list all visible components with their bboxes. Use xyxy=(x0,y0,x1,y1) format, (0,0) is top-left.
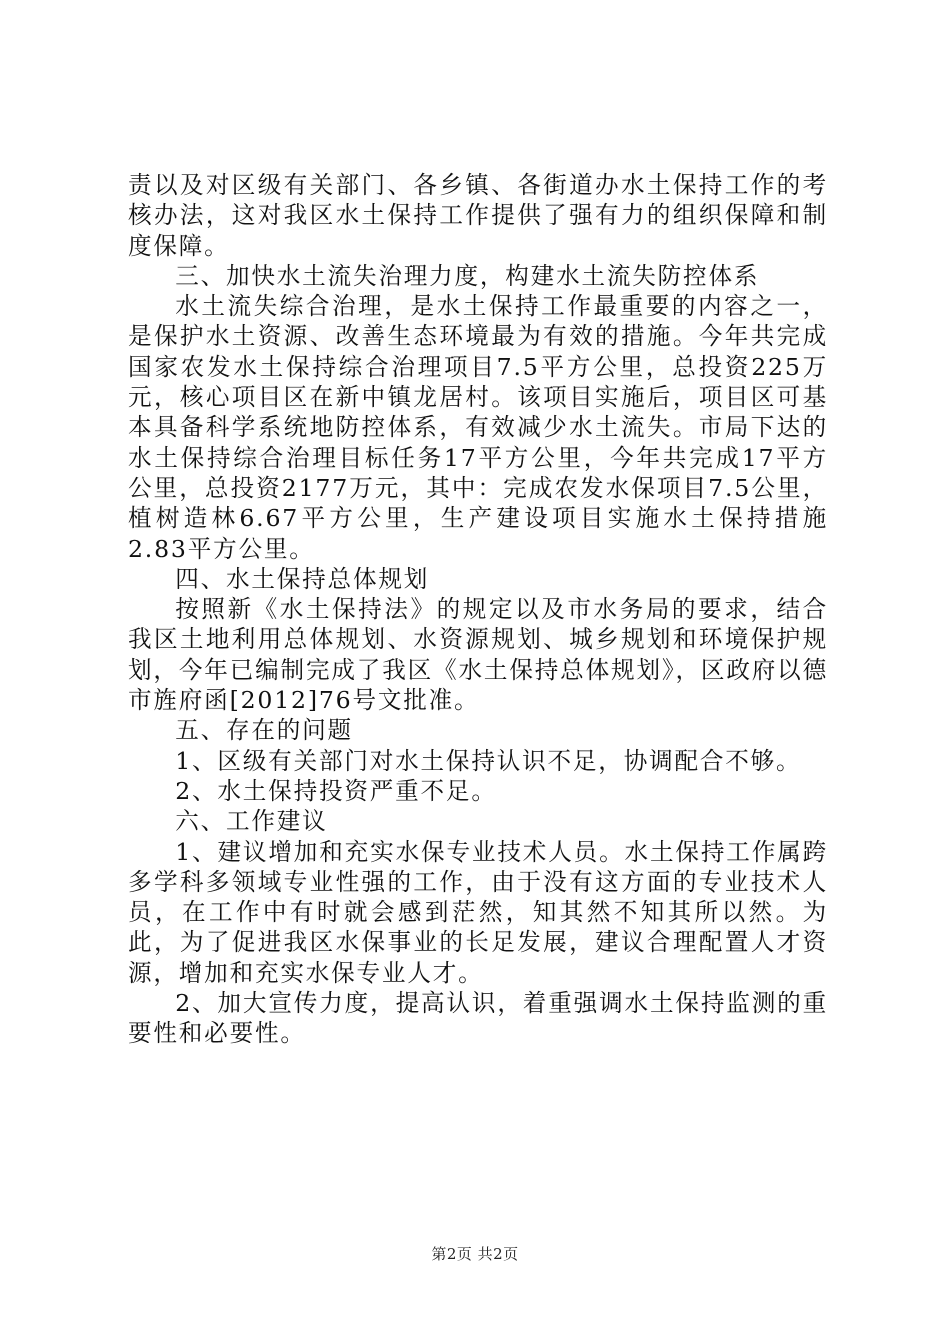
paragraph-continuation: 责以及对区级有关部门、各乡镇、各街道办水土保持工作的考核办法，这对我区水土保持工作提供了强有力的组织保障和制度保障。 xyxy=(128,171,828,260)
paragraph-overall-plan: 按照新《水土保持法》的规定以及市水务局的要求，结合我区土地利用总体规划、水资源规划、城乡规划和环境保护规划，今年已编制完成了我区《水土保持总体规划》，区政府以德市旌府函[2012]76号文批准。 xyxy=(128,595,828,715)
paragraph-soil-erosion-control: 水土流失综合治理，是水土保持工作最重要的内容之一，是保护水土资源、改善生态环境最为有效的措施。今年共完成国家农发水土保持综合治理项目7.5平方公里，总投资225万元，核心项目区在新中镇龙居村。该项目实施后，项目区可基本具备科学系统地防控体系，有效减少水土流失。市局下达的水土保持综合治理目标任务17平方公里，今年共完成17平方公里，总投资2177万元，其中：完成农发水保项目7.5公里，植树造林6.67平方公里，生产建设项目实施水土保持措施2.83平方公里。 xyxy=(128,292,828,563)
section-heading-6: 六、工作建议 xyxy=(175,807,328,836)
page-footer: 第2页 共2页 xyxy=(431,1245,519,1263)
document-body xyxy=(128,170,828,1049)
problem-item-2: 2、水土保持投资严重不足。 xyxy=(175,776,497,805)
problem-item-1: 1、区级有关部门对水土保持认识不足，协调配合不够。 xyxy=(175,746,802,775)
section-heading-5: 五、存在的问题 xyxy=(175,716,353,745)
suggestion-item-2: 2、加大宣传力度，提高认识，着重强调水土保持监测的重要性和必要性。 xyxy=(128,989,828,1048)
section-heading-4: 四、水土保持总体规划 xyxy=(175,564,430,593)
section-heading-3: 三、加快水土流失治理力度，构建水土流失防控体系 xyxy=(175,261,760,290)
suggestion-item-1: 1、建议增加和充实水保专业技术人员。水土保持工作属跨多学科多领域专业性强的工作，由于没有这方面的专业技术人员，在工作中有时就会感到茫然，知其然不知其所以然。为此，为了促进我区水保事业的长足发展，建议合理配置人才资源，增加和充实水保专业人才。 xyxy=(128,837,828,987)
